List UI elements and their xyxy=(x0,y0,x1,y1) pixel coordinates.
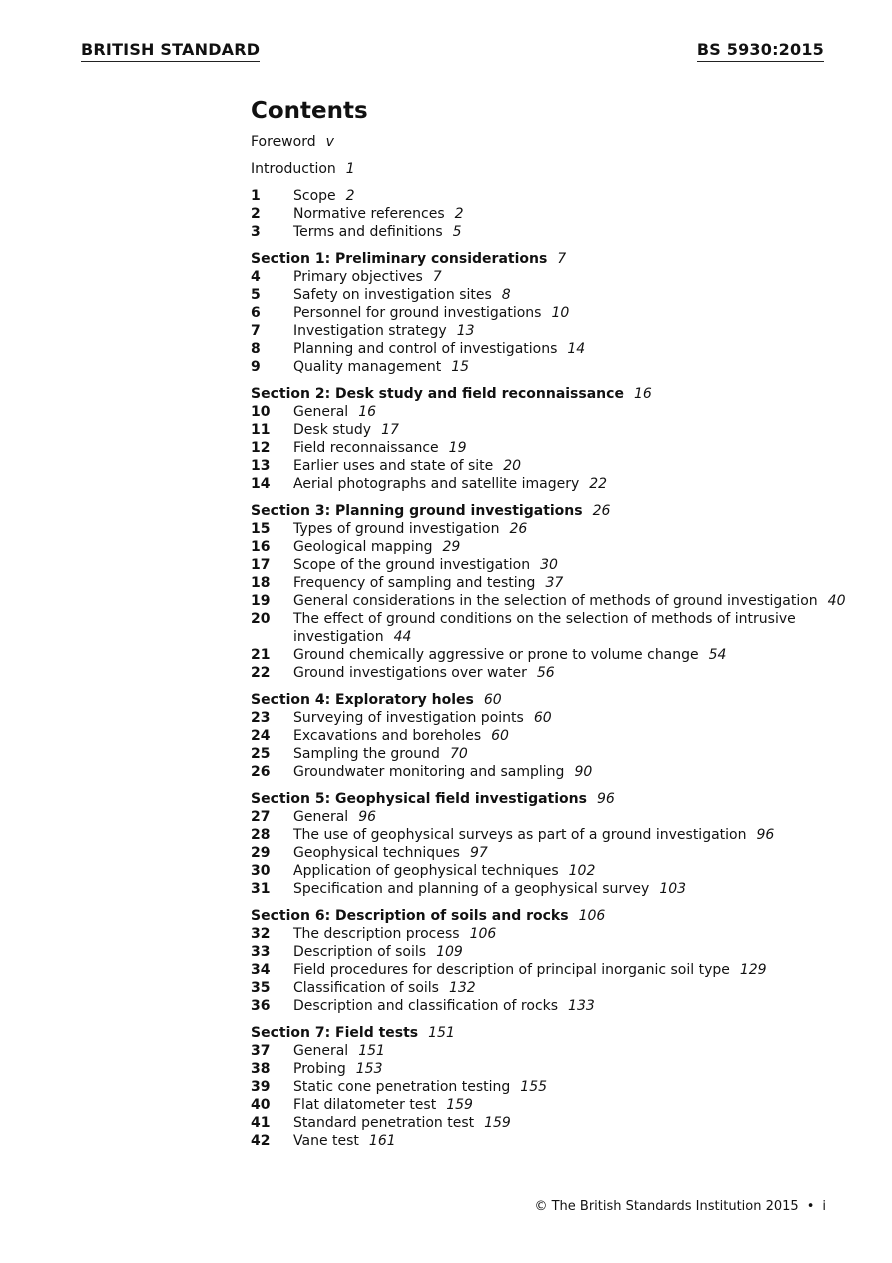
clause-number: 25 xyxy=(251,746,271,762)
toc-entry-title: Earlier uses and state of site xyxy=(293,458,494,474)
toc-entry-text xyxy=(293,538,851,556)
toc-entry-row[interactable] xyxy=(251,439,851,457)
toc-section-group xyxy=(251,907,851,1015)
toc-page-number: 17 xyxy=(381,422,399,438)
toc-section-heading[interactable] xyxy=(251,790,851,808)
toc-entry-row[interactable] xyxy=(251,205,851,223)
clause-number: 34 xyxy=(251,962,271,978)
toc-page-number: 7 xyxy=(432,269,442,285)
toc-page-number: 15 xyxy=(451,359,470,375)
toc-entry-text xyxy=(293,520,851,538)
toc-page-number: 133 xyxy=(568,998,595,1014)
toc-entry-row[interactable] xyxy=(251,403,851,421)
toc-page-number: 14 xyxy=(567,341,586,357)
toc-entry-title: Groundwater monitoring and sampling xyxy=(293,764,565,780)
toc-entry-text xyxy=(293,961,851,979)
toc-entry-title: The description process xyxy=(293,926,460,942)
toc-entry-title: Types of ground investigation xyxy=(293,521,500,537)
toc-page-number: 20 xyxy=(503,458,522,474)
toc-entry-text xyxy=(293,1042,851,1060)
toc-entry-text xyxy=(293,610,851,646)
clause-number: 38 xyxy=(251,1061,271,1077)
toc-entry-title: Quality management xyxy=(293,359,442,375)
toc-section-heading[interactable] xyxy=(251,691,851,709)
toc-page-number: 155 xyxy=(520,1079,548,1095)
clause-number: 9 xyxy=(251,359,261,375)
toc-entry-text xyxy=(293,709,851,727)
clause-number: 36 xyxy=(251,998,271,1014)
toc-entry-title: Geophysical techniques xyxy=(293,845,460,861)
toc-page-number: 60 xyxy=(491,728,509,744)
toc-entry-text xyxy=(293,421,851,439)
clause-number: 31 xyxy=(251,881,271,897)
toc-entry-row[interactable] xyxy=(251,1096,851,1114)
toc-entry-text xyxy=(293,322,851,340)
clause-number: 29 xyxy=(251,845,271,861)
clause-number: 35 xyxy=(251,980,271,996)
toc-entry-text xyxy=(293,997,851,1015)
toc-entry-title: Flat dilatometer test xyxy=(293,1097,437,1113)
footer-page-number: i xyxy=(822,1199,826,1214)
toc-section-group xyxy=(251,250,851,376)
toc-page-number: 19 xyxy=(448,440,467,456)
toc-entry-row[interactable] xyxy=(251,223,851,241)
toc-entry-row[interactable] xyxy=(251,556,851,574)
toc-entry-row[interactable] xyxy=(251,421,851,439)
clause-number: 28 xyxy=(251,827,271,843)
toc-page-number: 56 xyxy=(536,665,555,681)
toc-page-number: 22 xyxy=(589,476,608,492)
toc-entry-row[interactable] xyxy=(251,826,851,844)
page-title: Contents xyxy=(251,98,368,124)
toc-entry-title: Surveying of investigation points xyxy=(293,710,524,726)
section-heading-title: Section 3: Planning ground investigations xyxy=(251,503,583,519)
toc-page-number: 1 xyxy=(345,161,355,177)
toc-entry-text xyxy=(293,1060,851,1078)
toc-page-number: 106 xyxy=(469,926,497,942)
clause-number: 6 xyxy=(251,305,261,321)
toc-entry-title: Ground investigations over water xyxy=(293,665,527,681)
clause-number: 41 xyxy=(251,1115,271,1131)
toc-section-heading[interactable] xyxy=(251,385,851,403)
toc-entry-text xyxy=(293,286,851,304)
toc-page-number: 151 xyxy=(358,1043,385,1059)
toc-entry-row[interactable] xyxy=(251,1114,851,1132)
toc-entry-row[interactable] xyxy=(251,457,851,475)
toc-entry-row[interactable] xyxy=(251,745,851,763)
toc-page-number: 54 xyxy=(708,647,727,663)
toc-entry-title: Excavations and boreholes xyxy=(293,728,482,744)
toc-entry-title: Geological mapping xyxy=(293,539,433,555)
toc-entry-title: Investigation strategy xyxy=(293,323,447,339)
toc-entry-title: General considerations in the selection of methods of ground investigation xyxy=(293,593,818,609)
toc-page-number: 29 xyxy=(442,539,461,555)
footer-copyright: © The British Standards Institution 2015 xyxy=(534,1199,799,1214)
clause-number: 23 xyxy=(251,710,271,726)
toc-entry-row[interactable] xyxy=(251,961,851,979)
toc-entry-row[interactable] xyxy=(251,1060,851,1078)
toc-entry-row[interactable] xyxy=(251,610,851,646)
toc-entry-text xyxy=(293,808,851,826)
toc-entry-title: Safety on investigation sites xyxy=(293,287,492,303)
clause-number: 14 xyxy=(251,476,271,492)
toc-page-number: 96 xyxy=(596,791,615,807)
toc-entry-text xyxy=(293,763,851,781)
toc-entry-title: Frequency of sampling and testing xyxy=(293,575,536,591)
toc-entry-title: Scope xyxy=(293,188,336,204)
toc-page-number: 13 xyxy=(456,323,475,339)
toc-entry-title: Terms and definitions xyxy=(293,224,443,240)
toc-entry-row[interactable] xyxy=(251,862,851,880)
toc-entry-row[interactable] xyxy=(251,520,851,538)
toc-page-number: 96 xyxy=(756,827,775,843)
toc-entry-title: Primary objectives xyxy=(293,269,423,285)
toc-entry-text xyxy=(293,925,851,943)
section-heading-title: Section 7: Field tests xyxy=(251,1025,419,1041)
toc-entry-row[interactable] xyxy=(251,574,851,592)
header-left-title: BRITISH STANDARD xyxy=(81,40,260,62)
toc-entry-text xyxy=(293,340,851,358)
toc-entry-title: Vane test xyxy=(293,1133,359,1149)
clause-number: 7 xyxy=(251,323,261,339)
toc-entry-title: Ground chemically aggressive or prone to volume change xyxy=(293,647,699,663)
toc-page-number: 16 xyxy=(633,386,652,402)
clause-number: 20 xyxy=(251,611,271,627)
section-heading-title: Section 4: Exploratory holes xyxy=(251,692,474,708)
toc-entry-text xyxy=(293,1132,851,1150)
toc-entry-text xyxy=(293,979,851,997)
toc-page-number: v xyxy=(325,134,334,150)
toc-entry-row[interactable] xyxy=(251,187,851,205)
toc-entry-row[interactable] xyxy=(251,1132,851,1150)
toc-entry-row[interactable] xyxy=(251,664,851,682)
toc-front-entry[interactable] xyxy=(251,160,851,178)
footer-bullet: • xyxy=(806,1199,815,1214)
toc-section-group xyxy=(251,385,851,493)
toc-entry-text xyxy=(293,187,851,205)
toc-entry-row[interactable] xyxy=(251,268,851,286)
clause-number: 8 xyxy=(251,341,261,357)
toc-entry-row[interactable] xyxy=(251,646,851,664)
toc-entry-row[interactable] xyxy=(251,727,851,745)
toc-entry-title: Application of geophysical techniques xyxy=(293,863,559,879)
toc-entry-title: The effect of ground conditions on the selection of methods of intrusive investigation xyxy=(293,611,796,645)
toc-page-number: 16 xyxy=(358,404,377,420)
toc-entry-text xyxy=(293,403,851,421)
toc-page-number: 96 xyxy=(358,809,377,825)
clause-number: 22 xyxy=(251,665,271,681)
toc-entry-text xyxy=(293,646,851,664)
toc-entry-text xyxy=(293,304,851,322)
toc-page-number: 153 xyxy=(355,1061,383,1077)
header-standard-number: BS 5930:2015 xyxy=(697,40,824,62)
toc-page-number: 60 xyxy=(483,692,502,708)
clause-number: 24 xyxy=(251,728,271,744)
toc-entry-title: Field procedures for description of principal inorganic soil type xyxy=(293,962,730,978)
toc-entry-text xyxy=(293,1078,851,1096)
toc-entry-title: Aerial photographs and satellite imagery xyxy=(293,476,580,492)
page-footer xyxy=(534,1199,826,1214)
toc-entry-row[interactable] xyxy=(251,1042,851,1060)
toc-section-group xyxy=(251,691,851,781)
toc-entry-row[interactable] xyxy=(251,358,851,376)
toc-entry-text xyxy=(293,358,851,376)
toc-entry-row[interactable] xyxy=(251,763,851,781)
toc-entry-row[interactable] xyxy=(251,709,851,727)
toc-entry-row[interactable] xyxy=(251,1078,851,1096)
toc-page-number: 106 xyxy=(578,908,606,924)
toc-entry-title: Personnel for ground investigations xyxy=(293,305,542,321)
toc-entry-row[interactable] xyxy=(251,997,851,1015)
toc-entry-text xyxy=(293,574,851,592)
toc-entry-title: Description of soils xyxy=(293,944,427,960)
clause-number: 15 xyxy=(251,521,271,537)
section-heading-title: Section 6: Description of soils and rocks xyxy=(251,908,569,924)
clause-number: 42 xyxy=(251,1133,271,1149)
toc-page-number: 40 xyxy=(827,593,846,609)
toc-page-number: 70 xyxy=(449,746,468,762)
clause-number: 11 xyxy=(251,422,271,438)
toc-page-number: 7 xyxy=(557,251,567,267)
toc-entry-title: Planning and control of investigations xyxy=(293,341,558,357)
toc-groups xyxy=(251,187,851,1150)
clause-number: 37 xyxy=(251,1043,271,1059)
clause-number: 1 xyxy=(251,188,261,204)
toc-page-number: 102 xyxy=(568,863,596,879)
clause-number: 16 xyxy=(251,539,271,555)
clause-number: 30 xyxy=(251,863,271,879)
clause-number: 40 xyxy=(251,1097,271,1113)
toc-entry-text xyxy=(293,664,851,682)
toc-front-entry[interactable] xyxy=(251,133,851,151)
toc-entry-text xyxy=(293,943,851,961)
toc-page-number: 5 xyxy=(452,224,462,240)
toc-page-number: 159 xyxy=(484,1115,511,1131)
clause-number: 10 xyxy=(251,404,271,420)
toc-section-heading[interactable] xyxy=(251,1024,851,1042)
toc-entry-row[interactable] xyxy=(251,943,851,961)
toc-page-number: 161 xyxy=(368,1133,396,1149)
clause-number: 39 xyxy=(251,1079,271,1095)
toc-page-number: 30 xyxy=(540,557,558,573)
front-matter-list xyxy=(251,133,851,178)
clause-number: 27 xyxy=(251,809,271,825)
toc-entry-text xyxy=(293,727,851,745)
toc-entry-title: Static cone penetration testing xyxy=(293,1079,511,1095)
toc-entry-title: Desk study xyxy=(293,422,372,438)
toc-entry-text xyxy=(293,844,851,862)
toc-entry-title: General xyxy=(293,809,349,825)
toc-entry-title: The use of geophysical surveys as part of a ground investigation xyxy=(293,827,747,843)
clause-number: 19 xyxy=(251,593,271,609)
toc-section-group xyxy=(251,1024,851,1150)
toc-entry-text xyxy=(293,205,851,223)
toc-entry-text xyxy=(293,880,851,898)
toc-entry-row[interactable] xyxy=(251,304,851,322)
section-heading-title: Section 2: Desk study and field reconnaissance xyxy=(251,386,624,402)
toc-entry-title: Description and classification of rocks xyxy=(293,998,559,1014)
toc-entry-text xyxy=(293,439,851,457)
toc-page-number: 109 xyxy=(436,944,463,960)
toc-section-heading[interactable] xyxy=(251,907,851,925)
section-heading-title: Section 5: Geophysical field investigations xyxy=(251,791,587,807)
toc-page-number: 90 xyxy=(574,764,593,780)
toc-entry-text xyxy=(293,826,851,844)
toc-entry-row[interactable] xyxy=(251,808,851,826)
clause-number: 5 xyxy=(251,287,261,303)
toc-entry-text xyxy=(293,1096,851,1114)
toc-page-number: 26 xyxy=(509,521,528,537)
toc-section-group xyxy=(251,502,851,682)
toc-page-number: 2 xyxy=(454,206,464,222)
toc-entry-title: Classification of soils xyxy=(293,980,439,996)
toc-entry-row[interactable] xyxy=(251,925,851,943)
toc-page-number: 103 xyxy=(659,881,687,897)
toc-entry-title: Foreword xyxy=(251,134,316,150)
toc-section-group xyxy=(251,790,851,898)
toc-page-number: 129 xyxy=(739,962,767,978)
toc-entry-row[interactable] xyxy=(251,322,851,340)
clause-number: 18 xyxy=(251,575,271,591)
toc-entry-text xyxy=(293,745,851,763)
clause-number: 17 xyxy=(251,557,271,573)
toc-page-number: 60 xyxy=(533,710,552,726)
clause-number: 26 xyxy=(251,764,271,780)
toc-entry-row[interactable] xyxy=(251,538,851,556)
clause-number: 32 xyxy=(251,926,271,942)
toc-entry-text xyxy=(293,592,851,610)
toc-entry-text xyxy=(293,862,851,880)
toc-entry-row[interactable] xyxy=(251,475,851,493)
toc-section-heading[interactable] xyxy=(251,502,851,520)
clause-number: 13 xyxy=(251,458,271,474)
toc-entry-title: Probing xyxy=(293,1061,346,1077)
section-heading-title: Section 1: Preliminary considerations xyxy=(251,251,548,267)
toc-entry-title: Introduction xyxy=(251,161,336,177)
toc-entry-row[interactable] xyxy=(251,979,851,997)
toc-entry-title: General xyxy=(293,1043,349,1059)
toc-entry-text xyxy=(293,268,851,286)
toc-entry-title: Scope of the ground investigation xyxy=(293,557,531,573)
toc-page-number: 8 xyxy=(501,287,511,303)
toc-page-number: 159 xyxy=(446,1097,473,1113)
toc-page-number: 151 xyxy=(428,1025,455,1041)
clause-number: 4 xyxy=(251,269,261,285)
toc-page-number: 37 xyxy=(545,575,564,591)
toc-page-number: 10 xyxy=(551,305,570,321)
clause-number: 2 xyxy=(251,206,261,222)
toc-entry-title: General xyxy=(293,404,349,420)
toc-entry-title: Standard penetration test xyxy=(293,1115,475,1131)
toc-entry-row[interactable] xyxy=(251,844,851,862)
toc-page-number: 97 xyxy=(469,845,488,861)
clause-number: 12 xyxy=(251,440,271,456)
toc-page-number: 2 xyxy=(345,188,355,204)
toc-entry-text xyxy=(293,475,851,493)
toc-entry-text xyxy=(293,1114,851,1132)
toc-entry-row[interactable] xyxy=(251,340,851,358)
clause-number: 21 xyxy=(251,647,271,663)
toc-section-group xyxy=(251,187,851,241)
toc-entry-title: Specification and planning of a geophysical survey xyxy=(293,881,650,897)
toc-entry-row[interactable] xyxy=(251,286,851,304)
toc-entry-row[interactable] xyxy=(251,592,851,610)
toc-entry-text xyxy=(293,223,851,241)
toc-entry-text xyxy=(293,556,851,574)
clause-number: 3 xyxy=(251,224,261,240)
toc-entry-title: Field reconnaissance xyxy=(293,440,439,456)
toc-page-number: 44 xyxy=(393,629,412,645)
clause-number: 33 xyxy=(251,944,271,960)
toc-entry-title: Normative references xyxy=(293,206,445,222)
toc-entry-text xyxy=(293,457,851,475)
toc-entry-row[interactable] xyxy=(251,880,851,898)
toc-page-number: 132 xyxy=(448,980,476,996)
toc-entry-title: Sampling the ground xyxy=(293,746,440,762)
toc-section-heading[interactable] xyxy=(251,250,851,268)
contents-main xyxy=(251,98,851,1159)
toc-page-number: 26 xyxy=(592,503,611,519)
